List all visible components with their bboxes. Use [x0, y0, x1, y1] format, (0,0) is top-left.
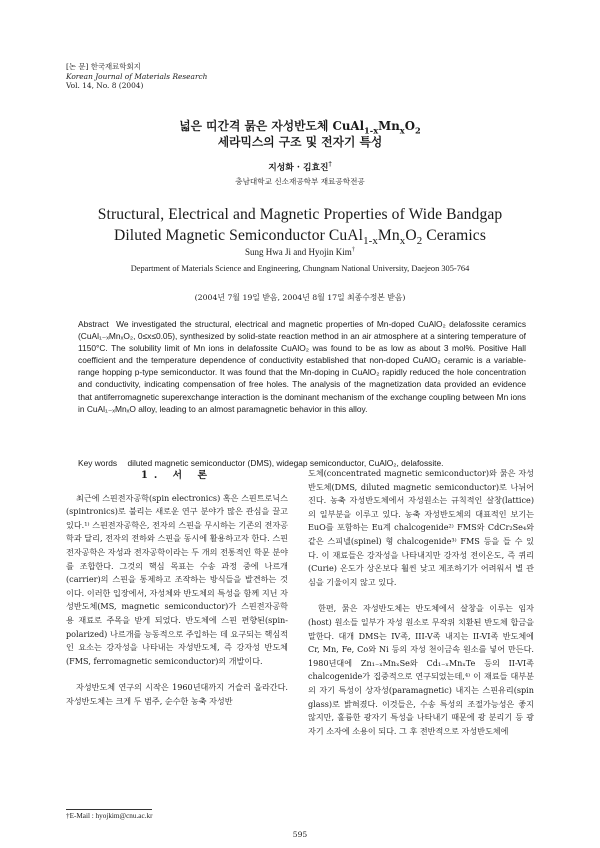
- english-authors: Sung Hwa Ji and Hyojin Kim†: [245, 246, 355, 257]
- journal-section: [논 문] 한국재료학회지: [66, 62, 141, 71]
- journal-name: Korean Journal of Materials Research: [66, 71, 208, 81]
- keywords-label: Key words: [78, 458, 118, 468]
- korean-title: [0, 118, 600, 150]
- footnote: †E-Mail : hyojkim@cnu.ac.kr: [66, 812, 153, 820]
- abstract-text: We investigated the structural, electrical and magnetic properties of Mn-doped CuAlO₂ delafossite ceramics (CuAl₁₋ₓMnₓO₂, 0≤x≤0.05), synthesized by solid-state reaction method in an air atmosphere at a sintering temperature of 1150°C. The solubility limit of Mn ions in delafossite CuAlO₂ was found to be as low as about 3 mol%. Positive Hall coefficient and the temperature dependence of conductivity established that non-doped CuAlO₂ ceramic is a variable-range hopping p-type semiconductor. It was found that the Mn-doping in CuAlO₂ rapidly reduced the hole concentration and conductivity, indicating compensation of free holes. The analysis of the magnetization data provided an evidence that antiferromagnetic superexchange interaction is the dominant mechanism of the exchange coupling between Mn ions in CuAl₁₋ₓMnₓO alloy, leading to an almost paramagnetic behavior in this alloy.: [78, 319, 527, 414]
- english-title: [0, 204, 600, 246]
- footnote-divider: [66, 809, 152, 810]
- journal-volume: Vol. 14, No. 8 (2004): [66, 81, 144, 91]
- paragraph: 도체(concentrated magnetic semiconductor)와 묽은 자성반도체(DMS, diluted magnetic semiconductor)로 나뉘어진다. 농축 자성반도체에서 자성원소는 규칙적인 살창(lattice)의 일부분을 이루고 있다. 농축 자성반도체의 대표적인 보기는 EuO를 포함하는 Eu계 chalcogenide²⁾ FMS와 CdCr₂Se₄와 같은 스피넬(spinel) 형 chalcogenide³⁾ FMS 등을 들 수 있다. 이 재료들은 강자성을 나타내지만 강자성 전이온도, 즉 퀴리(Curie) 온도가 상온보다 훨씬 낮고 제조하기가 어려워서 별 관심을 기울이지 않고 있다.: [308, 468, 534, 587]
- korean-authors: 지성화 · 김효진†: [268, 161, 332, 173]
- left-column: [66, 467, 288, 709]
- journal-header: [66, 62, 207, 91]
- english-title-line1: Structural, Electrical and Magnetic Properties of Wide Bandgap: [97, 206, 503, 223]
- abstract-label: Abstract: [78, 319, 109, 329]
- korean-title-line2: 세라믹스의 구조 및 전자기 특성: [217, 135, 383, 149]
- page-number: 595: [292, 830, 308, 839]
- korean-affiliation: 충남대학교 신소재공학부 재료공학전공: [235, 177, 365, 186]
- english-affiliation: Department of Materials Science and Engineering, Chungnam National University, Daejeon 305-764: [130, 264, 470, 273]
- received-dates: (2004년 7월 19일 받음, 2004년 8월 17일 최종수정본 받음): [194, 293, 406, 302]
- abstract: [78, 318, 526, 415]
- english-title-line2: Diluted Magnetic Semiconductor $CuAl_{1-x}Mn_xO_2$ Ceramics: [114, 227, 486, 248]
- paragraph: 한편, 묽은 자성반도체는 반도체에서 살창을 이루는 임자(host) 원소들 일부가 자성 원소로 무작위 치환된 반도체 합금을 말한다. 대개 DMS는 IV족, III-V족 내지는 II-VI족 반도체에 Cr, Mn, Fe, Co와 Ni 등의 자성 천이금속 원소를 넣어 만든다. 1980년대에 Zn₁₋ₓMnₓSe와 Cd₁₋ₓMnₓTe 등의 II-VI족 chalcogenide가 집중적으로 연구되었는데,⁴⁾ 이 재료들 대부분의 자기 특성이 상자성(paramagnetic) 내지는 스핀유리(spin glass)로 밝혀졌다. 이것들은, 수송 특성의 조절가능성은 좋지 않지만, 훌륭한 광자기 특성을 나타내기 때문에 광 분리기 등 광자기 소자에 소용이 되다. 그 후 전반적으로 자성반도체에: [308, 603, 534, 736]
- right-column: [308, 467, 534, 738]
- paragraph: 최근에 스핀전자공학(spin electronics) 혹은 스핀트로닉스(spintronics)로 불리는 새로운 연구 분야가 많은 관심을 끌고 있다.¹⁾ 스핀전자공학은, 전자의 스핀을 무시하는 기존의 전자공학과 달리, 전자의 전하와 스핀을 동시에 활용하고자 한다. 스핀전자공학은 자성과 전자공학이라는 두 개의 전통적인 학문 분야를 조합한다. 그것의 핵심 목표는 수송 과정 중에 나르개(carrier)의 스핀을 통제하고 조작하는 방식들을 발견하는 것이다. 이러한 입장에서, 자성체와 반도체의 특성을 함께 지닌 자성반도체(MS, magnetic semiconductor)가 스핀전자공학용 재료로 주목을 받게 되었다. 반도체에 스핀 편향된(spin-polarized) 나르개를 능동적으로 주입하는 데 요구되는 핵심적인 요소는 강자성을 나타내는 자성반도체, 즉 강자성 반도체(FMS, ferromagnetic semiconductor)의 개발이다.: [66, 492, 288, 666]
- korean-title-line1: 넓은 띠간격 묽은 자성반도체 $CuAl_{1-x}Mn_xO_2$: [179, 119, 421, 136]
- section-heading: 1. 서 론: [141, 470, 213, 481]
- keywords-text: diluted magnetic semiconductor (DMS), widegap semiconductor, CuAlO₂, delafossite.: [127, 458, 444, 468]
- paragraph: 자성반도체 연구의 시작은 1960년대까지 거슬러 올라간다. 자성반도체는 크게 두 범주, 순수한 농축 자성반: [66, 682, 288, 706]
